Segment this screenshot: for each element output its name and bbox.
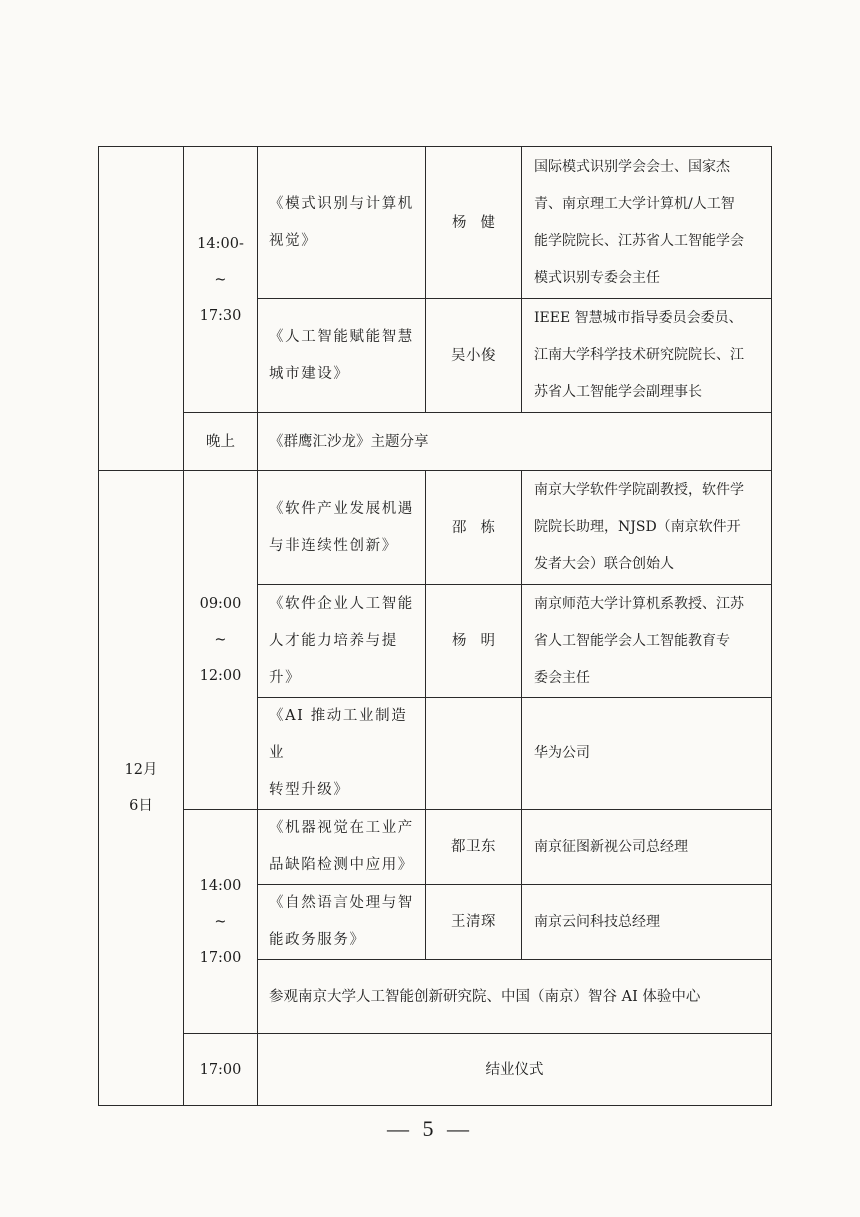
time-end: 17:00 — [199, 949, 242, 966]
time-start: 14:00- — [197, 235, 244, 252]
bio-line: 江南大学科学技术研究院院长、江 — [534, 347, 744, 363]
bio-line: 南京大学软件学院副教授，软件学 — [534, 482, 744, 498]
bio-line: 华为公司 — [534, 745, 590, 761]
time-cell: 17:00 — [184, 1034, 258, 1106]
evening-event: 《群鹰汇沙龙》主题分享 — [258, 413, 772, 471]
time-separator: ~ — [214, 271, 227, 288]
topic-line: 《AI 推动工业制造业 — [269, 708, 408, 761]
bio-cell — [522, 885, 772, 960]
topic-line: 《机器视觉在工业产 — [269, 820, 414, 836]
day-month: 12月 — [124, 762, 158, 778]
speaker-cell: 吴小俊 — [426, 299, 522, 413]
bio-line: 青、南京理工大学计算机/人工智 — [534, 195, 735, 212]
time-start: 14:00 — [199, 877, 242, 894]
topic-line: 城市建设》 — [269, 365, 350, 382]
time-separator: ~ — [214, 632, 227, 648]
bio-line: 省人工智能学会人工智能教育专 — [534, 632, 730, 649]
bio-line: 南京征图新视公司总经理 — [534, 838, 688, 855]
topic-cell — [258, 585, 426, 698]
bio-line: 南京师范大学计算机系教授、江苏 — [534, 595, 744, 612]
topic-cell — [258, 810, 426, 885]
bio-line: 模式识别专委会主任 — [534, 269, 660, 286]
bio-line: 委会主任 — [534, 669, 590, 686]
bio-cell — [522, 698, 772, 810]
bio-line: 国际模式识别学会会士、国家杰 — [534, 158, 730, 175]
time-end: 12:00 — [199, 668, 242, 684]
bio-cell — [522, 585, 772, 698]
visit-event: 参观南京大学人工智能创新研究院、中国（南京）智谷 AI 体验中心 — [258, 960, 772, 1034]
bio-cell — [522, 471, 772, 585]
topic-line: 《人工智能赋能智慧 — [269, 328, 414, 345]
table-row — [99, 810, 772, 885]
bio-line: 能学院院长、江苏省人工智能学会 — [534, 232, 744, 249]
table-row — [99, 1034, 772, 1106]
topic-cell — [258, 471, 426, 585]
table-row — [99, 413, 772, 471]
speaker-cell: 杨明 — [426, 585, 522, 698]
topic-line: 与非连续性创新》 — [269, 537, 398, 554]
speaker-cell: 邵栋 — [426, 471, 522, 585]
topic-line: 《软件产业发展机遇 — [269, 500, 414, 517]
page-number: — 5 — — [387, 1116, 473, 1141]
time-cell — [184, 147, 258, 413]
bio-line: IEEE 智慧城市指导委员会委员、 — [534, 310, 743, 326]
time-cell — [184, 810, 258, 1034]
bio-line: 苏省人工智能学会副理事长 — [534, 384, 702, 400]
bio-line: 南京云问科技总经理 — [534, 913, 660, 930]
time-end: 17:30 — [199, 307, 242, 324]
bio-cell — [522, 810, 772, 885]
bio-line: 院院长助理，NJSD（南京软件开 — [534, 519, 741, 535]
day-cell-previous — [99, 147, 184, 471]
topic-line: 转型升级》 — [269, 782, 350, 798]
topic-line: 能政务服务》 — [269, 932, 366, 948]
topic-cell — [258, 147, 426, 299]
time-cell — [184, 471, 258, 810]
topic-line: 《软件企业人工智能 — [269, 595, 414, 612]
speaker-cell: 王清琛 — [426, 885, 522, 960]
table-row — [99, 471, 772, 585]
speaker-cell — [426, 698, 522, 810]
topic-line: 《模式识别与计算机 — [269, 195, 414, 212]
topic-line: 人才能力培养与提升》 — [269, 632, 398, 686]
bio-cell — [522, 147, 772, 299]
time-cell: 晚上 — [184, 413, 258, 471]
bio-cell — [522, 299, 772, 413]
table-row — [99, 147, 772, 299]
time-start: 09:00 — [199, 596, 242, 612]
day-date: 6日 — [129, 798, 153, 814]
speaker-cell: 杨健 — [426, 147, 522, 299]
speaker-cell: 都卫东 — [426, 810, 522, 885]
schedule-table — [98, 146, 772, 1106]
topic-line: 品缺陷检测中应用》 — [269, 857, 414, 873]
topic-cell — [258, 698, 426, 810]
topic-line: 视觉》 — [269, 232, 318, 249]
time-separator: ~ — [214, 913, 227, 930]
closing-ceremony: 结业仪式 — [258, 1034, 772, 1106]
bio-line: 发者大会）联合创始人 — [534, 556, 674, 572]
topic-line: 《自然语言处理与智 — [269, 895, 414, 911]
day-cell — [99, 471, 184, 1106]
topic-cell — [258, 299, 426, 413]
topic-cell — [258, 885, 426, 960]
